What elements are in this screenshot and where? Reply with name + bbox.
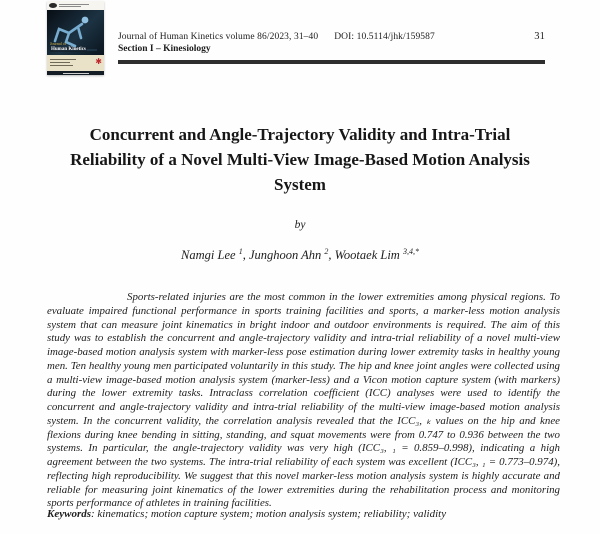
author-name: Wootaek Lim $^{3,4,*}$ bbox=[334, 247, 419, 263]
authors-line: Namgi Lee $^1$, Junghoon Ahn $^2$, Wootaek Lim $^{3,4,*}$ bbox=[181, 247, 419, 263]
publisher-star-icon: ✱ bbox=[95, 57, 102, 66]
author-name: Junghoon Ahn $^2$ bbox=[248, 247, 329, 263]
keywords-label: Keywords bbox=[47, 508, 91, 520]
page-header bbox=[118, 31, 545, 64]
header-divider-rule bbox=[118, 60, 545, 64]
cover-publisher-band bbox=[47, 1, 104, 10]
cover-bottom-strip bbox=[47, 71, 104, 75]
journal-reference: Journal of Human Kinetics volume 86/2023, 31–40 bbox=[118, 32, 319, 42]
publisher-oval-logo-icon bbox=[49, 3, 57, 8]
cover-title-main: Human Kinetics bbox=[51, 46, 86, 52]
publisher-band-text bbox=[59, 3, 102, 8]
page-number: 31 bbox=[534, 31, 545, 42]
cover-artwork bbox=[47, 10, 104, 55]
keywords-line bbox=[47, 508, 560, 520]
section-label: Section I – Kinesiology bbox=[118, 44, 211, 54]
header-reference-line bbox=[118, 31, 545, 42]
byline-label: by bbox=[294, 219, 306, 231]
cover-footer-text bbox=[50, 59, 101, 66]
doi-text: DOI: 10.5114/jhk/159587 bbox=[334, 32, 435, 42]
article-title: Concurrent and Angle-Trajectory Validity and Intra-Trial Reliability of a Novel Multi-View Image-Based Motion Analysis System bbox=[70, 125, 530, 194]
cover-title-top: Journal of bbox=[50, 41, 67, 47]
author-name: Namgi Lee $^1$ bbox=[181, 247, 243, 263]
cover-title-block bbox=[50, 42, 87, 52]
cover-footer-band bbox=[47, 55, 104, 71]
keywords-text: : kinematics; motion capture system; motion analysis system; reliability; validity bbox=[91, 508, 447, 520]
journal-cover-thumbnail bbox=[47, 1, 104, 75]
abstract-paragraph: Sports-related injuries are the most common in the lower extremities among physical regions. To evaluate impaired functional performance in sports training facilities and sports, a marker-less motion analysis system that can measure joint kinematics in bright indoor and outdoor environments is required. The aim of this study was to establish the concurrent and angle-trajectory validity and intra-trial reliability of a novel multi-view image-based motion analysis system with marker-less pose estimation during lower extremity tasks in healthy young men. Ten healthy young men participated voluntarily in this study. The hip and knee joint angles were collected using a multi-view image-based motion analysis system (marker-less) and a Vicon motion capture system (with markers) during the lower extremity tasks. Intraclass correlation coefficient (ICC) analyses were used to identify the concurrent and angle-trajectory validity and intra-trial reliability of the multi-view image-based motion analysis system. In the concurrent validity, the correlation analysis revealed that the ICC₃, ₖ values on the hip and knee flexions during knee bending in sitting, standing, and squat movements were from 0.747 to 0.936 between the two systems. In particular, the angle-trajectory validity was very high (ICC₃, ₁ = 0.859–0.998), indicating a high agreement between the two systems. The intra-trial reliability of each system was excellent (ICC₃, ₁ = 0.773–0.974), reflecting high reproducibility. We suggest that this novel marker-less motion analysis system is highly accurate and reliable for measuring joint kinematics of the lower extremities during the rehabilitation process and monitoring sports performance of athletes in training facilities. bbox=[47, 291, 560, 510]
